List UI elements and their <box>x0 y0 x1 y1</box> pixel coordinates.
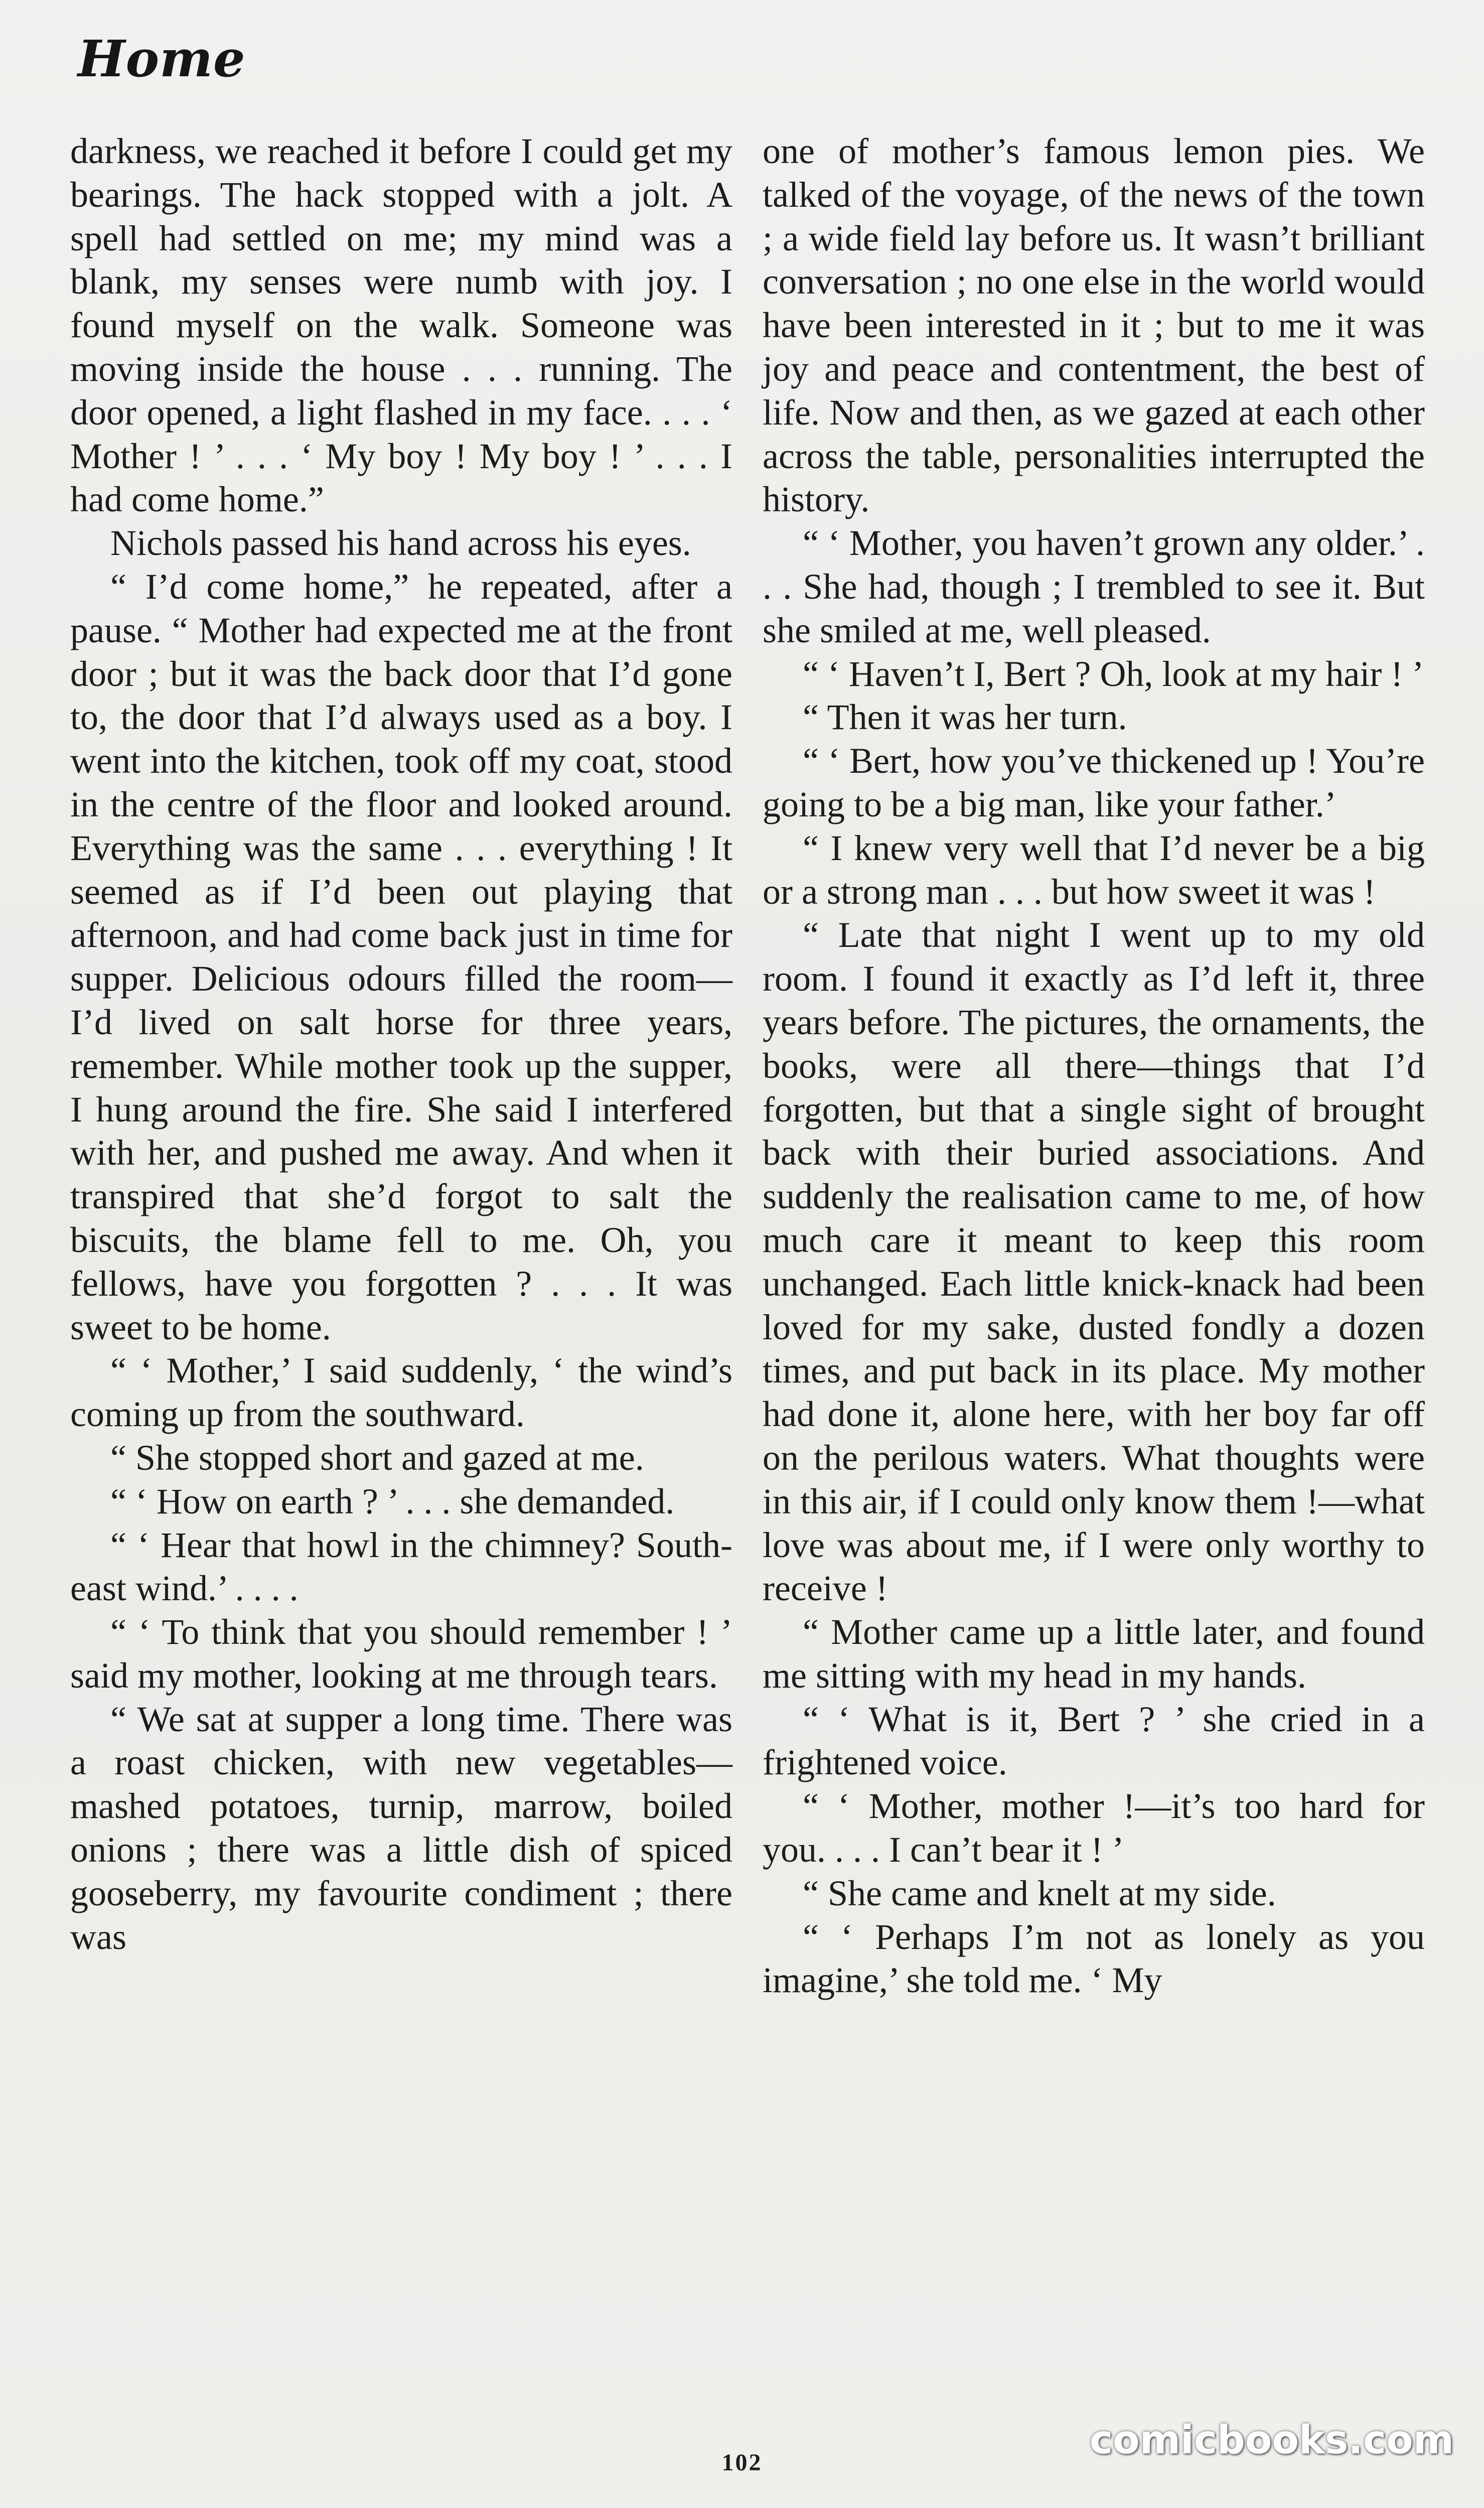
running-head-title: Home <box>78 29 246 88</box>
paragraph: “ We sat at supper a long time. There was a roast chicken, with new vegetables—mashed potatoes, turnip, marrow, boiled onions ; there was a little dish of spiced gooseberry, my favourite condiment ; there was <box>70 1699 732 1957</box>
paragraph: “ Mother came up a little later, and found me sitting with my head in my hands. <box>763 1612 1425 1696</box>
paragraph: “ ‘ What is it, Bert ? ’ she cried in a frightened voice. <box>763 1699 1425 1783</box>
paragraph: “ ‘ Haven’t I, Bert ? Oh, look at my hair ! ’ <box>803 653 1424 694</box>
paragraph: “ She came and knelt at my side. <box>803 1873 1276 1913</box>
paragraph: “ I’d come home,” he repeated, after a pause. “ Mother had expected me at the front door ; but it was the back door that I’d gone to, the door that I’d always used as a boy. I went into the kitchen, took off my coat, stood in the centre of the floor and looked around. Everything was the same . . . everything ! It seemed as if I’d been out playing that afternoon, and had come back just in time for supper. Delicious odours filled the room— I’d lived on salt horse for three years, remember. While mother took up the supper, I hung around the fire. She said I interfered with her, and pushed me away. And when it transpired that she’d forgot to salt the biscuits, the blame fell to me. Oh, you fellows, have you forgotten ? . . . It was sweet to be home. <box>70 566 732 1347</box>
paragraph: Nichols passed his hand across his eyes. <box>110 523 691 564</box>
paragraph: “ ‘ Mother, mother !—it’s too hard for you. . . . I can’t bear it ! ’ <box>763 1786 1425 1870</box>
paragraph: “ Late that night I went up to my old room. I found it exactly as I’d left it, three years before. The pictures, the ornaments, the books, were all there—things that I’d forgotten, but that a single sight of brought back with their buried associations. And suddenly the realisation came to me, of how much care it meant to keep this room unchanged. Each little knick-knack had been loved for my sake, dusted fondly a dozen times, and put back in its place. My mother had done it, alone here, with her boy far off on the perilous waters. What thoughts were in this air, if I could only know them !—what love was about me, if I were only worthy to receive ! <box>763 915 1425 1609</box>
paragraph: “ ‘ Mother,’ I said suddenly, ‘ the wind’s coming up from the southward. <box>70 1350 732 1435</box>
paragraph: “ ‘ To think that you should remember ! ’ said my mother, looking at me through tears. <box>70 1612 732 1696</box>
site-watermark: comicbooks.com <box>1089 2418 1454 2463</box>
right-text-column <box>763 129 1425 2002</box>
page-number: 102 <box>721 2449 763 2476</box>
paragraph: “ ‘ Mother, you haven’t grown any older.’ . . . She had, though ; I trembled to see it. But she smiled at me, well pleased. <box>763 523 1425 650</box>
paragraph: “ ‘ Perhaps I’m not as lonely as you imagine,’ she told me. ‘ My <box>763 1916 1425 2001</box>
paragraph: “ I knew very well that I’d never be a big or a strong man . . . but how sweet it was ! <box>763 827 1425 912</box>
paragraph: “ Then it was her turn. <box>803 697 1127 738</box>
paragraph: darkness, we reached it before I could get my bearings. The hack stopped with a jolt. A spell had settled on me; my mind was a blank, my senses were numb with joy. I found myself on the walk. Someone was moving inside the house . . . running. The door opened, a light flashed in my face. . . . ‘ Mother ! ’ . . . ‘ My boy ! My boy ! ’ . . . I had come home.” <box>70 131 732 520</box>
paragraph: “ ‘ Bert, how you’ve thickened up ! You’re going to be a big man, like your father.’ <box>763 741 1425 824</box>
paragraph: one of mother’s famous lemon pies. We talked of the voyage, of the news of the town ; a wide field lay before us. It wasn’t brilliant conversation ; no one else in the world would have been interested in it ; but to me it was joy and peace and contentment, the best of life. Now and then, as we gazed at each other across the table, personalities interrupted the history. <box>763 131 1425 520</box>
paragraph: “ ‘ How on earth ? ’ . . . she demanded. <box>110 1481 675 1521</box>
paragraph: “ ‘ Hear that howl in the chimney? South-east wind.’ . . . . <box>70 1524 732 1609</box>
paragraph: “ She stopped short and gazed at me. <box>110 1437 644 1478</box>
left-text-column <box>70 129 732 1959</box>
